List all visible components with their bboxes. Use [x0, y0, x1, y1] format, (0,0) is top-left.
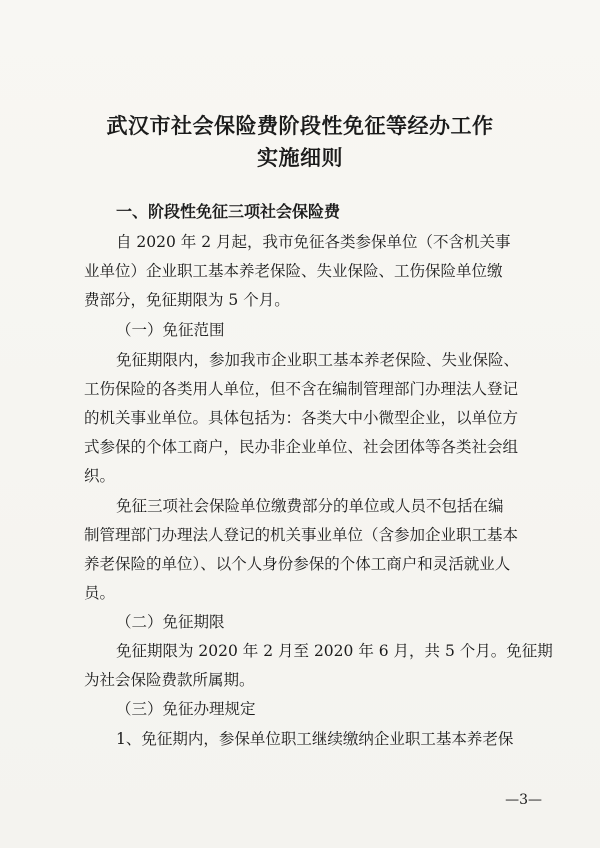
para2-line: 工伤保险的各类用人单位，但不含在编制管理部门办理法人登记 — [84, 380, 519, 398]
para1-line: 自 2020 年 2 月起，我市免征各类参保单位（不含机关事 — [116, 233, 511, 251]
para3-line: 员。 — [84, 584, 116, 602]
para4-line: 为社会保险费款所属期。 — [84, 671, 255, 689]
para3-line: 制管理部门办理法人登记的机关事业单位（含参加企业职工基本 — [84, 526, 519, 544]
para1-line: 费部分，免征期限为 5 个月。 — [84, 291, 290, 309]
para2-line: 式参保的个体工商户，民办非企业单位、社会团体等各类社会组 — [84, 438, 519, 456]
para2-line: 免征期限内，参加我市企业职工基本养老保险、失业保险、 — [116, 351, 520, 369]
para5-line: 1、免征期内，参保单位职工继续缴纳企业职工基本养老保 — [116, 730, 514, 748]
sub2-heading: （二）免征期限 — [116, 613, 225, 631]
section1-heading: 一、阶段性免征三项社会保险费 — [116, 202, 341, 221]
document-title-line1: 武汉市社会保险费阶段性免征等经办工作 — [106, 113, 494, 138]
para3-line: 养老保险的单位）、以个人身份参保的个体工商户和灵活就业人 — [84, 555, 511, 573]
para2-line: 织。 — [84, 467, 116, 485]
para3-line: 免征三项社会保险单位缴费部分的单位或人员不包括在编 — [116, 497, 504, 515]
para2-line: 的机关事业单位。具体包括为：各类大中小微型企业，以单位方 — [84, 409, 519, 427]
page-number: —3— — [505, 792, 542, 808]
sub1-heading: （一）免征范围 — [116, 321, 225, 339]
document-title-line2: 实施细则 — [257, 145, 343, 170]
para4-line: 免征期限为 2020 年 2 月至 2020 年 6 月，共 5 个月。免征期 — [116, 642, 553, 660]
para1-line: 业单位）企业职工基本养老保险、失业保险、工伤保险单位缴 — [84, 262, 503, 280]
sub3-heading: （三）免征办理规定 — [116, 700, 256, 718]
